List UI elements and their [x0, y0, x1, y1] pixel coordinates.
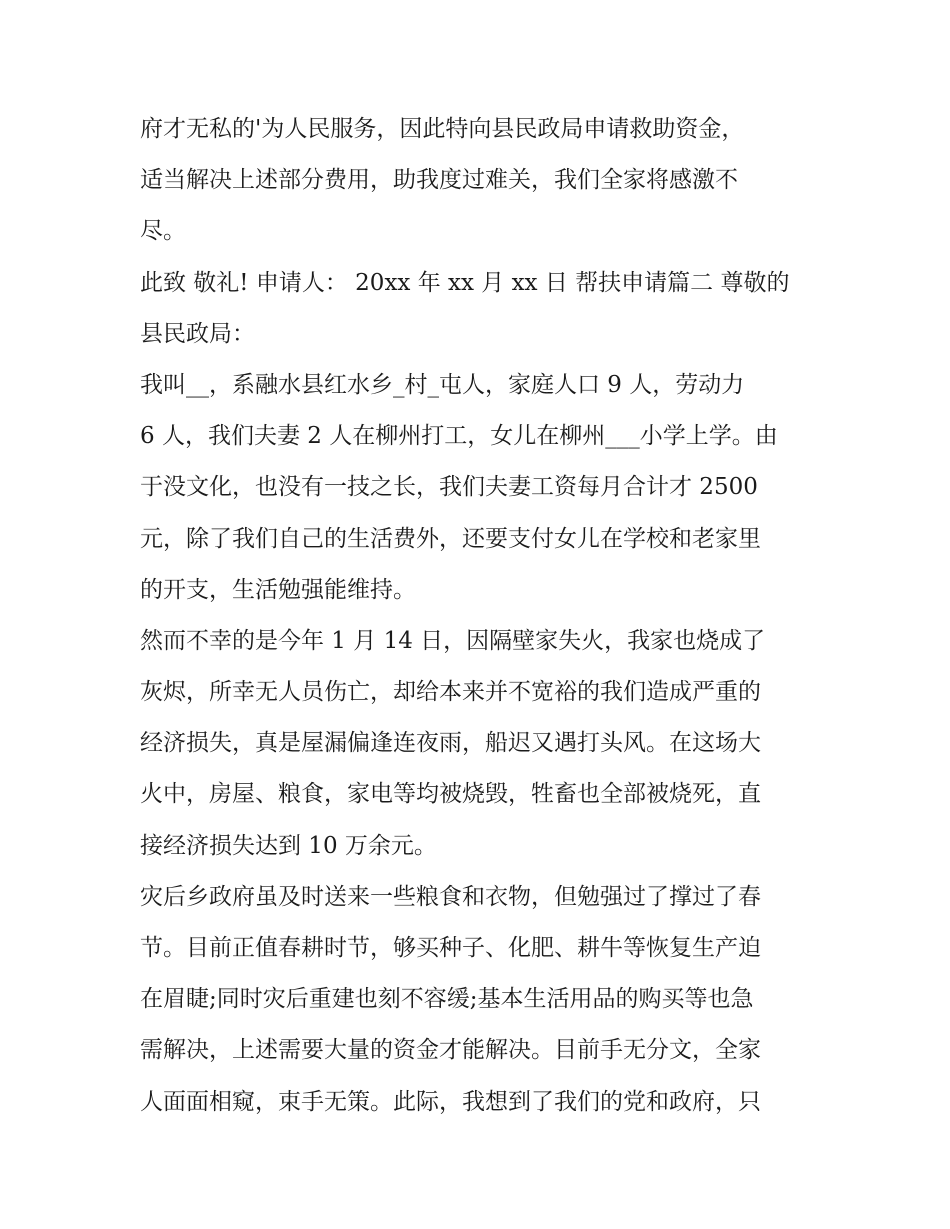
text-line: 火中，房屋、粮食，家电等均被烧毁，牲畜也全部被烧死，直 [140, 781, 761, 808]
text-line: 的开支，生活勉强能维持。 [140, 576, 416, 603]
text-line: 县民政局： [140, 320, 255, 347]
text-line: 尽。 [140, 218, 186, 245]
text-line: 适当解决上述部分费用，助我度过难关，我们全家将感激不 [140, 167, 738, 194]
text-line: 于没文化，也没有一技之长，我们夫妻工资每月合计才 2500 [140, 474, 758, 501]
text-line: 然而不幸的是今年 1 月 14 日，因隔壁家失火，我家也烧成了 [140, 627, 766, 654]
text-line: 需解决，上述需要大量的资金才能解决。目前手无分文，全家 [140, 1037, 761, 1064]
text-line: 元，除了我们自己的生活费外，还要支付女儿在学校和老家里 [140, 525, 761, 552]
text-line: 此致 敬礼! 申请人： 20xx 年 xx 月 xx 日 帮扶申请篇二 尊敬的 [140, 269, 790, 296]
text-line: 府才无私的'为人民服务，因此特向县民政局申请救助资金， [140, 116, 745, 142]
text-line: 我叫__，系融水县红水乡_村_屯人，家庭人口 9 人，劳动力 [140, 371, 745, 398]
text-line: 灰烬，所幸无人员伤亡，却给本来并不宽裕的我们造成严重的 [140, 679, 761, 706]
text-line: 6 人，我们夫妻 2 人在柳州打工，女儿在柳州___小学上学。由 [140, 423, 778, 450]
text-line: 接经济损失达到 10 万余元。 [140, 832, 437, 859]
document-body-text [140, 104, 820, 1128]
text-line: 人面面相窥，束手无策。此际，我想到了我们的党和政府，只 [140, 1088, 761, 1115]
text-line: 在眉睫;同时灾后重建也刻不容缓;基本生活用品的购买等也急 [140, 986, 754, 1013]
text-line: 经济损失，真是屋漏偏逢连夜雨，船迟又遇打头风。在这场大 [140, 730, 761, 757]
text-line: 节。目前正值春耕时节，够买种子、化肥、耕牛等恢复生产迫 [140, 935, 761, 961]
text-line: 灾后乡政府虽及时送来一些粮食和衣物，但勉强过了撑过了春 [140, 883, 761, 910]
